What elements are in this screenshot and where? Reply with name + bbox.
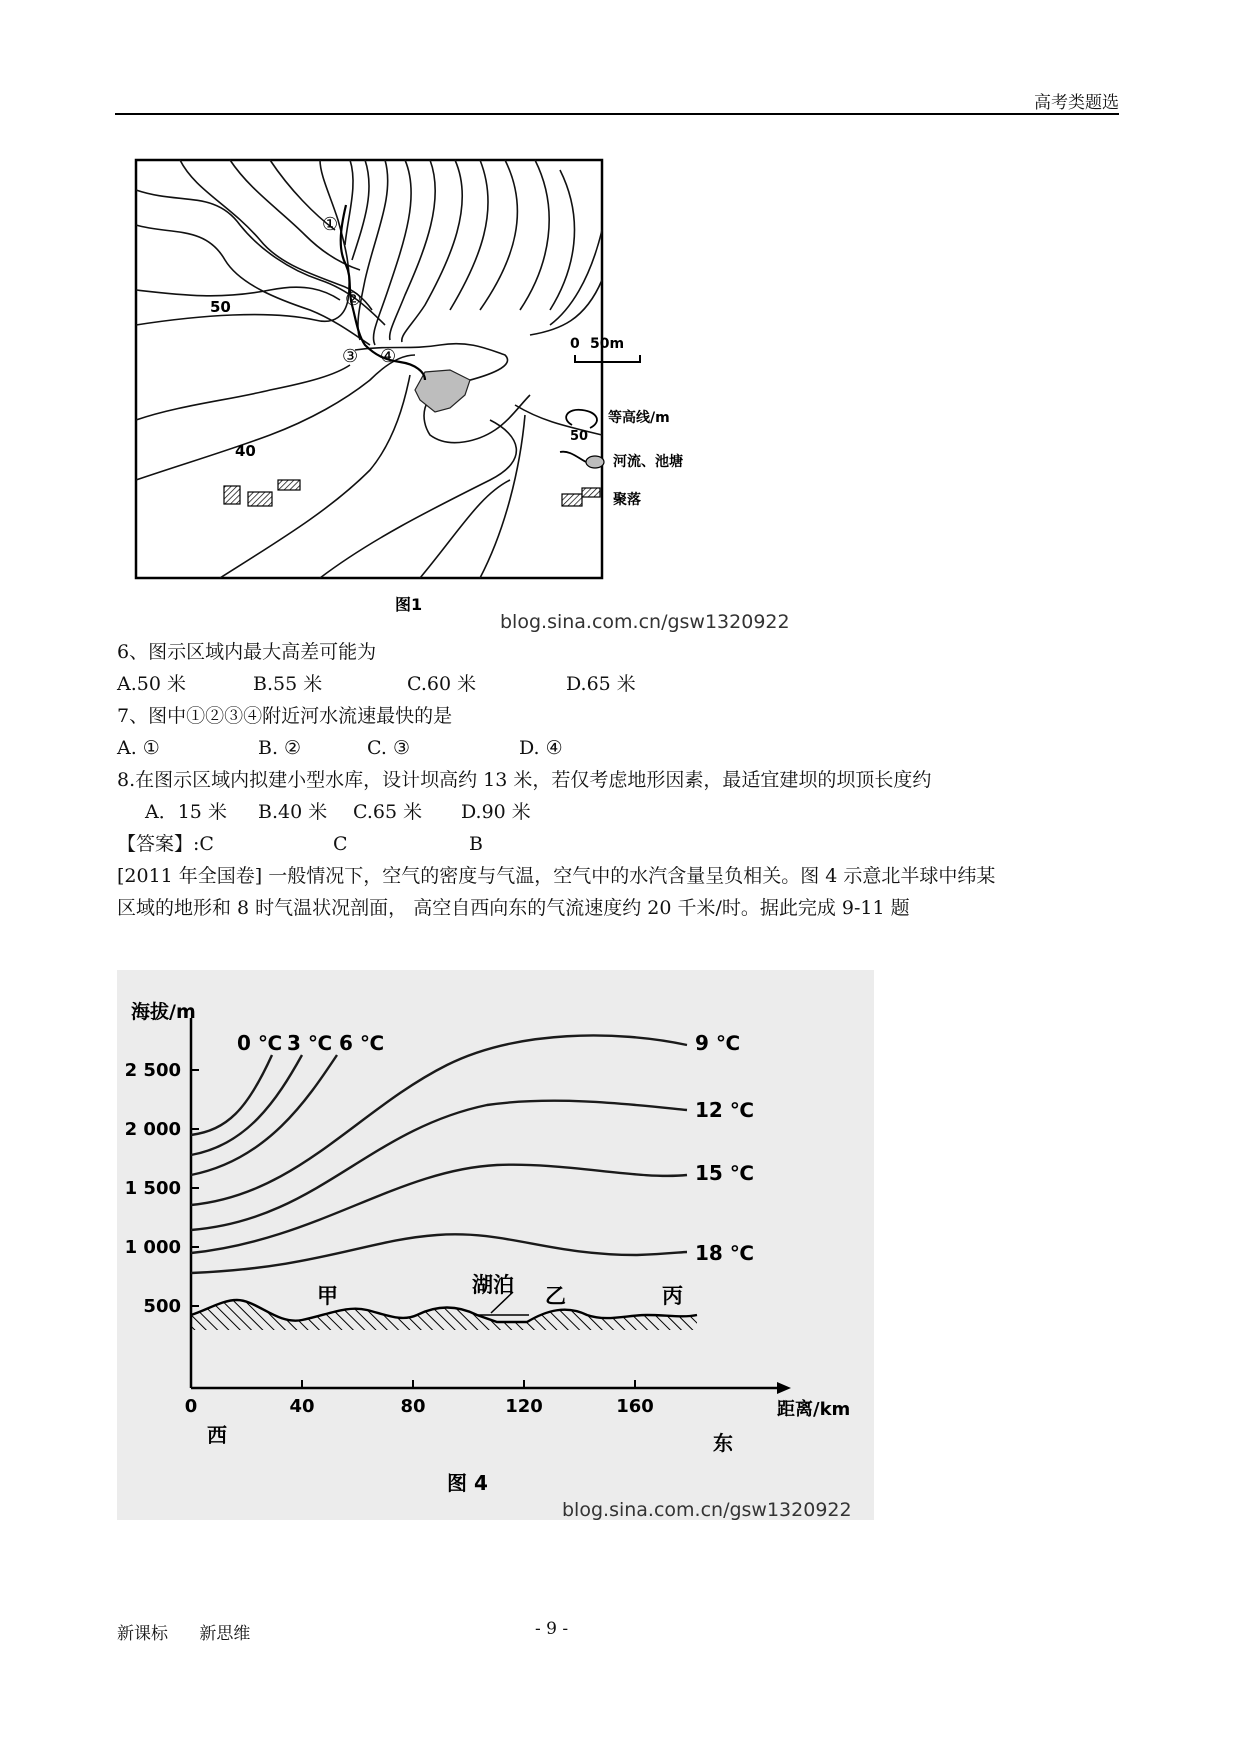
direction-west: 西 xyxy=(207,1423,227,1447)
q7-option-d: D. ④ xyxy=(519,737,563,759)
x-tick-120: 120 xyxy=(505,1396,543,1417)
scale-value: 50m xyxy=(590,336,625,352)
answer-2: C xyxy=(333,833,348,855)
marker-1: ① xyxy=(322,214,339,235)
figure-1-caption: 图1 xyxy=(395,595,423,614)
y-tick-2500: 2 500 xyxy=(124,1060,181,1081)
figure-4-caption: 图 4 xyxy=(447,1471,488,1495)
q8-stem: 8.在图示区域内拟建小型水库，设计坝高约 13 米，若仅考虑地形因素，最适宜建坝的坝顶长度约 xyxy=(117,769,932,791)
contour-label-50: 50 xyxy=(210,298,231,316)
q8-option-b: B.40 米 xyxy=(258,801,328,823)
intro-line-2: 区域的地形和 8 时气温状况剖面， 高空自西向东的气流速度约 20 千米/时。据此完成 9-11 题 xyxy=(117,897,910,919)
x-tick-80: 80 xyxy=(400,1396,426,1417)
isotherm-label-12: 12 ℃ xyxy=(695,1098,755,1122)
isotherm-label-15: 15 ℃ xyxy=(695,1161,755,1185)
figure-1-contour-map xyxy=(120,150,820,640)
q7-option-a: A. ① xyxy=(117,737,160,759)
marker-3: ③ xyxy=(342,346,359,367)
isotherm-label-6: 6 ℃ xyxy=(339,1031,385,1055)
x-tick-160: 160 xyxy=(616,1396,654,1417)
legend-contour-sample: 50 xyxy=(570,429,589,444)
legend-river-pond-label: 河流、池塘 xyxy=(613,454,683,470)
x-axis-label: 距离/km xyxy=(777,1399,851,1420)
footer-page-number: - 9 - xyxy=(535,1619,569,1639)
legend-contour-label: 等高线/m xyxy=(608,410,670,426)
q7-option-c: C. ③ xyxy=(367,737,410,759)
x-tick-40: 40 xyxy=(289,1396,315,1417)
marker-2: ② xyxy=(345,289,362,310)
q6-option-a: A.50 米 xyxy=(117,673,186,695)
footer-text-2: 新思维 xyxy=(199,1624,251,1644)
isotherm-label-9: 9 ℃ xyxy=(695,1031,741,1055)
figure-4-temperature-profile xyxy=(117,970,874,1520)
isotherm-label-0: 0 ℃ xyxy=(237,1031,283,1055)
scale-zero: 0 xyxy=(570,336,580,352)
answer-label: 【答案】:C xyxy=(117,833,214,855)
isotherm-label-18: 18 ℃ xyxy=(695,1241,755,1265)
y-tick-2000: 2 000 xyxy=(124,1119,181,1140)
place-jia: 甲 xyxy=(317,1284,338,1308)
q8-option-c: C.65 米 xyxy=(353,801,423,823)
x-tick-0: 0 xyxy=(184,1396,198,1417)
q6-option-d: D.65 米 xyxy=(566,673,636,695)
y-tick-1500: 1 500 xyxy=(124,1178,181,1199)
figure-4-watermark: blog.sina.com.cn/gsw1320922 xyxy=(562,1499,852,1520)
place-lake: 湖泊 xyxy=(472,1273,514,1297)
place-yi: 乙 xyxy=(545,1284,566,1308)
footer-left xyxy=(117,1619,276,1644)
q6-option-b: B.55 米 xyxy=(253,673,323,695)
q6-stem: 6、图示区域内最大高差可能为 xyxy=(117,641,377,663)
answer-3: B xyxy=(469,833,483,855)
q8-option-d: D.90 米 xyxy=(461,801,531,823)
figure-1-watermark: blog.sina.com.cn/gsw1320922 xyxy=(500,611,790,633)
q7-option-b: B. ② xyxy=(258,737,302,759)
place-bing: 丙 xyxy=(662,1284,683,1308)
footer-text-1: 新课标 xyxy=(117,1624,168,1644)
contour-label-40: 40 xyxy=(235,442,256,460)
header-rule xyxy=(115,113,1119,115)
y-tick-1000: 1 000 xyxy=(124,1237,181,1258)
q7-stem: 7、图中①②③④附近河水流速最快的是 xyxy=(117,705,453,727)
header-title: 高考类题选 xyxy=(1034,93,1119,113)
legend-settlement-label: 聚落 xyxy=(613,492,641,508)
intro-line-1: [2011 年全国卷] 一般情况下，空气的密度与气温，空气中的水汽含量呈负相关。图 4 示意北半球中纬某 xyxy=(117,865,996,887)
marker-4: ④ xyxy=(380,346,397,367)
isotherm-label-3: 3 ℃ xyxy=(287,1031,333,1055)
y-tick-500: 500 xyxy=(143,1296,181,1317)
y-axis-label: 海拔/m xyxy=(131,1001,196,1023)
q8-option-a: A．15 米 xyxy=(145,801,227,823)
direction-east: 东 xyxy=(713,1431,733,1455)
q6-option-c: C.60 米 xyxy=(407,673,477,695)
